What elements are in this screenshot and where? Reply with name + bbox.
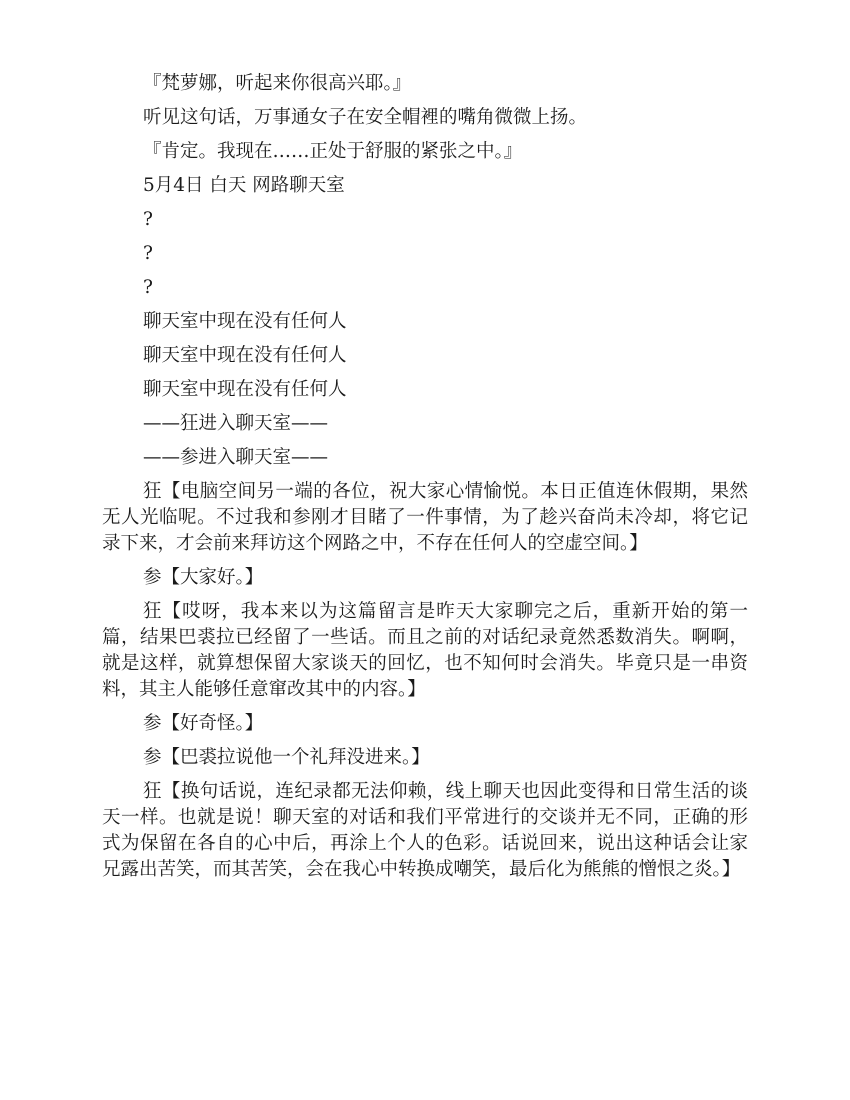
chat-message: 参【好奇怪。】 bbox=[143, 713, 264, 734]
paragraph: ? bbox=[143, 209, 153, 230]
paragraph: 『肯定。我现在……正处于舒服的紧张之中。』 bbox=[143, 141, 523, 162]
document-body bbox=[102, 71, 748, 891]
paragraph: ? bbox=[143, 243, 153, 264]
section-heading: 5月4日 白天 网路聊天室 bbox=[143, 175, 345, 196]
chat-status-line: 聊天室中现在没有任何人 bbox=[143, 379, 347, 400]
chat-message: 狂【换句话说，连纪录都无法仰赖，线上聊天也因此变得和日常生活的谈天一样。也就是说！聊天室的对话和我们平常进行的交谈并无不同，正确的形式为保留在各自的心中后，再涂上个人的色彩。话说回来，说出这种话会让家兄露出苦笑，而其苦笑，会在我心中转换成嘲笑，最后化为熊熊的憎恨之炎。】 bbox=[102, 781, 748, 880]
chat-message: 狂【哎呀，我本来以为这篇留言是昨天大家聊完之后，重新开始的第一篇，结果巴裘拉已经留了一些话。而且之前的对话纪录竟然悉数消失。啊啊，就是这样，就算想保留大家谈天的回忆，也不知何时会消失。毕竟只是一串资料，其主人能够任意窜改其中的内容。】 bbox=[102, 601, 748, 700]
chat-message: 参【巴裘拉说他一个礼拜没进来。】 bbox=[143, 747, 430, 768]
chat-enter-line: ——狂进入聊天室—— bbox=[143, 413, 329, 434]
paragraph: 听见这句话，万事通女子在安全帽裡的嘴角微微上扬。 bbox=[143, 107, 588, 128]
chat-status-line: 聊天室中现在没有任何人 bbox=[143, 345, 347, 366]
chat-message: 参【大家好。】 bbox=[143, 567, 264, 588]
paragraph: ? bbox=[143, 277, 153, 298]
chat-message: 狂【电脑空间另一端的各位，祝大家心情愉悦。本日正值连休假期，果然无人光临呢。不过我和参刚才目睹了一件事情，为了趁兴奋尚未冷却，将它记录下来，才会前来拜访这个网路之中，不存在任何人的空虚空间。】 bbox=[102, 481, 748, 554]
paragraph: 『梵萝娜，听起来你很高兴耶。』 bbox=[143, 73, 412, 94]
chat-enter-line: ——参进入聊天室—— bbox=[143, 447, 329, 468]
chat-status-line: 聊天室中现在没有任何人 bbox=[143, 311, 347, 332]
